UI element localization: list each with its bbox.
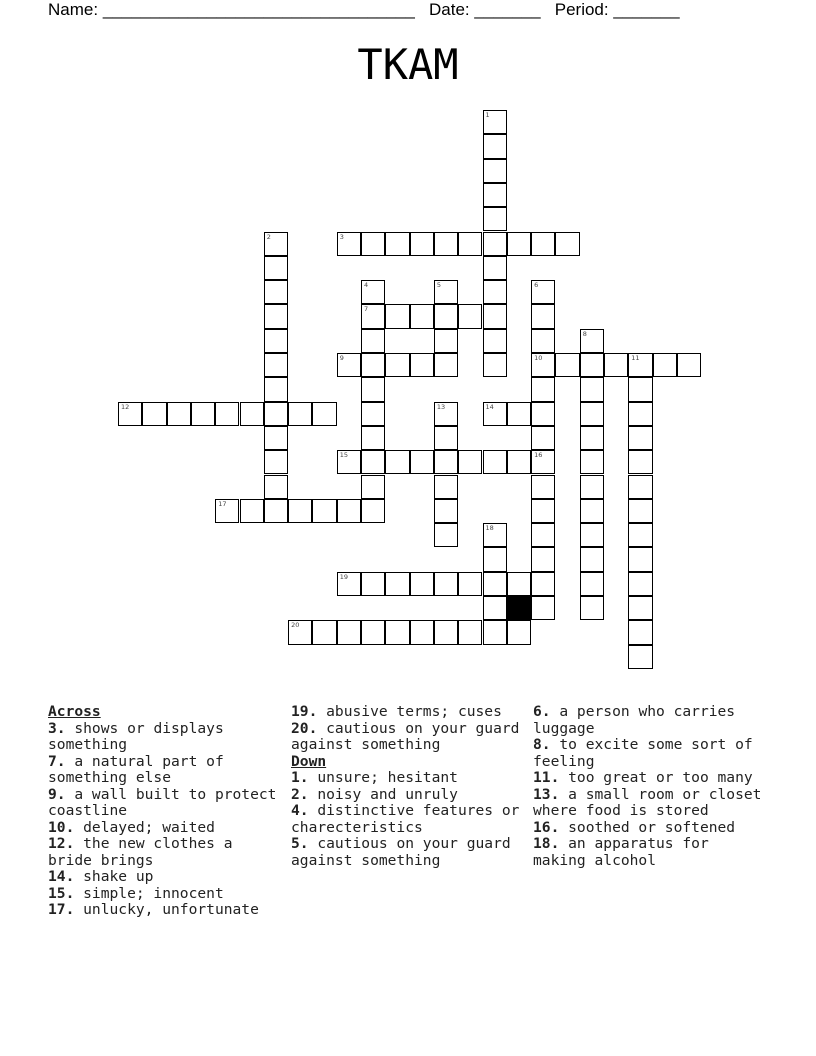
grid-cell[interactable] [580, 596, 604, 620]
grid-cell[interactable] [264, 499, 288, 523]
grid-cell[interactable] [361, 572, 385, 596]
grid-cell[interactable] [483, 450, 507, 474]
grid-cell[interactable] [531, 304, 555, 328]
grid-cell[interactable] [531, 499, 555, 523]
clue-number: 8 [582, 329, 587, 338]
grid-cell[interactable] [580, 475, 604, 499]
grid-cell[interactable] [337, 620, 361, 644]
date-label: Date: [429, 0, 470, 19]
grid-cell[interactable] [507, 232, 531, 256]
clue-number: 12 [121, 402, 130, 411]
grid-cell[interactable] [361, 353, 385, 377]
grid-cell[interactable] [580, 547, 604, 571]
clue-item-number: 13. [533, 785, 560, 803]
black-cell [507, 596, 531, 620]
grid-cell[interactable] [215, 402, 239, 426]
grid-cell[interactable] [483, 596, 507, 620]
clue-number: 18 [485, 524, 494, 533]
grid-cell[interactable] [312, 620, 336, 644]
grid-cell[interactable] [264, 426, 288, 450]
clue-item-text: a small room or closet where food is stored [533, 785, 762, 819]
clue-item [48, 869, 280, 886]
clue-number: 6 [534, 281, 539, 290]
grid-cell[interactable] [312, 402, 336, 426]
grid-cell[interactable] [410, 450, 434, 474]
grid-cell[interactable] [264, 402, 288, 426]
clue-item-number: 8. [533, 736, 551, 753]
grid-cell[interactable] [483, 183, 507, 207]
grid-cell[interactable] [531, 353, 555, 377]
grid-cell[interactable] [531, 523, 555, 547]
grid-cell[interactable] [483, 547, 507, 571]
grid-cell[interactable] [507, 620, 531, 644]
grid-cell[interactable] [191, 402, 215, 426]
date-line[interactable]: _______ [474, 0, 541, 19]
grid-cell[interactable] [385, 232, 409, 256]
grid-cell[interactable] [434, 304, 458, 328]
grid-cell[interactable] [288, 402, 312, 426]
grid-cell[interactable] [361, 377, 385, 401]
clue-item-text: cautious on your guard against something [291, 835, 511, 869]
grid-cell[interactable] [531, 377, 555, 401]
grid-cell[interactable] [531, 547, 555, 571]
grid-cell[interactable] [410, 232, 434, 256]
grid-cell[interactable] [458, 572, 482, 596]
clue-number: 7 [364, 305, 369, 314]
clue-number: 1 [485, 111, 490, 119]
grid-cell[interactable] [361, 620, 385, 644]
clue-item-number: 20. [291, 719, 318, 737]
clue-item-number: 6. [533, 703, 551, 720]
grid-cell[interactable] [240, 402, 264, 426]
grid-cell[interactable] [312, 499, 336, 523]
clue-number: 11 [631, 354, 640, 362]
clue-item [48, 754, 280, 787]
clue-number: 4 [364, 281, 369, 290]
grid-cell[interactable] [434, 232, 458, 256]
grid-cell[interactable] [337, 232, 361, 256]
clue-item-number: 4. [291, 802, 309, 819]
clue-item-text: simple; innocent [74, 884, 224, 902]
grid-cell[interactable] [653, 353, 677, 377]
clue-item-text: to excite some sort of feeling [533, 736, 753, 770]
clue-item-number: 3. [48, 719, 66, 737]
grid-cell[interactable] [410, 353, 434, 377]
grid-cell[interactable] [628, 596, 652, 620]
name-line[interactable]: _________________________________ [102, 0, 415, 19]
down-clue-list-continued [533, 704, 765, 869]
clue-item [48, 886, 280, 903]
grid-cell[interactable] [361, 232, 385, 256]
clue-item-text: cautious on your guard against something [291, 719, 520, 753]
grid-cell[interactable] [142, 402, 166, 426]
grid-cell[interactable] [580, 377, 604, 401]
grid-cell[interactable] [531, 402, 555, 426]
grid-cell[interactable] [628, 402, 652, 426]
grid-cell[interactable] [483, 110, 507, 134]
clue-item-text: distinctive features or charecteristics [291, 802, 520, 836]
grid-cell[interactable] [434, 450, 458, 474]
grid-cell[interactable] [628, 353, 652, 377]
grid-cell[interactable] [434, 426, 458, 450]
clue-column-1 [48, 704, 280, 919]
page-title: TKAM [357, 40, 459, 89]
grid-cell[interactable] [531, 329, 555, 353]
grid-cell[interactable] [434, 499, 458, 523]
period-label: Period: [554, 0, 609, 19]
clue-item-number: 14. [48, 868, 75, 885]
grid-cell[interactable] [555, 232, 579, 256]
grid-cell[interactable] [483, 353, 507, 377]
grid-cell[interactable] [458, 232, 482, 256]
grid-cell[interactable] [628, 620, 652, 644]
clue-item-text: abusive terms; cuses [317, 703, 502, 720]
clue-number: 9 [339, 354, 344, 362]
grid-cell[interactable] [410, 620, 434, 644]
grid-cell[interactable] [628, 475, 652, 499]
clue-item-text: unsure; hesitant [308, 769, 458, 786]
grid-cell[interactable] [483, 256, 507, 280]
down-heading: Down [291, 752, 327, 770]
grid-cell[interactable] [483, 232, 507, 256]
grid-cell[interactable] [410, 304, 434, 328]
grid-cell[interactable] [264, 450, 288, 474]
grid-cell[interactable] [288, 499, 312, 523]
clue-column-2 [291, 704, 523, 869]
grid-cell[interactable] [361, 499, 385, 523]
grid-cell[interactable] [264, 353, 288, 377]
grid-cell[interactable] [628, 547, 652, 571]
grid-cell[interactable] [240, 499, 264, 523]
clue-number: 2 [266, 232, 271, 241]
clue-item-text: shake up [74, 868, 154, 885]
grid-cell[interactable] [483, 329, 507, 353]
grid-cell[interactable] [531, 572, 555, 596]
grid-cell[interactable] [458, 304, 482, 328]
grid-cell[interactable] [264, 232, 288, 256]
grid-cell[interactable] [580, 499, 604, 523]
grid-cell[interactable] [434, 353, 458, 377]
grid-cell[interactable] [361, 280, 385, 304]
grid-cell[interactable] [483, 280, 507, 304]
clue-number: 14 [485, 402, 494, 411]
across-clue-list [48, 721, 280, 919]
grid-cell[interactable] [410, 572, 434, 596]
grid-cell[interactable] [483, 159, 507, 183]
grid-cell[interactable] [531, 426, 555, 450]
clue-number: 16 [534, 451, 543, 460]
clue-item-number: 11. [533, 769, 560, 786]
grid-cell[interactable] [458, 620, 482, 644]
grid-cell[interactable] [483, 304, 507, 328]
grid-cell[interactable] [434, 280, 458, 304]
grid-cell[interactable] [555, 353, 579, 377]
clue-item-text: a natural part of something else [48, 752, 224, 786]
clue-item-number: 15. [48, 884, 75, 902]
clue-item-text: soothed or softened [559, 818, 736, 836]
clue-item-number: 17. [48, 901, 75, 918]
grid-cell[interactable] [507, 402, 531, 426]
clue-item [533, 737, 765, 770]
clue-number: 17 [218, 499, 227, 508]
clue-item-number: 7. [48, 752, 66, 770]
grid-cell[interactable] [531, 450, 555, 474]
grid-cell[interactable] [385, 450, 409, 474]
grid-cell[interactable] [483, 620, 507, 644]
clue-item [533, 704, 765, 737]
clue-item [48, 820, 280, 837]
grid-cell[interactable] [604, 353, 628, 377]
grid-cell[interactable] [385, 353, 409, 377]
grid-cell[interactable] [580, 353, 604, 377]
grid-cell[interactable] [580, 572, 604, 596]
grid-cell[interactable] [361, 402, 385, 426]
clue-item-text: shows or displays something [48, 719, 224, 753]
grid-cell[interactable] [434, 572, 458, 596]
grid-cell[interactable] [580, 450, 604, 474]
grid-cell[interactable] [580, 402, 604, 426]
grid-cell[interactable] [337, 572, 361, 596]
clue-item-text: unlucky, unfortunate [74, 901, 259, 918]
clue-item [533, 770, 765, 787]
clue-item-text: a person who carries luggage [533, 703, 736, 737]
grid-cell[interactable] [628, 426, 652, 450]
clue-number: 13 [436, 402, 446, 411]
grid-cell[interactable] [531, 596, 555, 620]
clue-item-number: 16. [533, 818, 560, 836]
clue-item-number: 9. [48, 785, 66, 803]
grid-cell[interactable] [385, 620, 409, 644]
grid-cell[interactable] [507, 572, 531, 596]
down-clue-list [291, 770, 523, 869]
clue-item [533, 836, 765, 869]
grid-cell[interactable] [264, 280, 288, 304]
grid-cell[interactable] [483, 572, 507, 596]
grid-cell[interactable] [531, 280, 555, 304]
clue-number: 10 [534, 354, 543, 362]
period-line[interactable]: _______ [613, 0, 680, 19]
grid-cell[interactable] [215, 499, 239, 523]
clue-item-text: a wall built to protect coastline [48, 785, 277, 819]
grid-cell[interactable] [580, 523, 604, 547]
grid-cell[interactable] [434, 475, 458, 499]
grid-cell[interactable] [628, 499, 652, 523]
clue-item [48, 787, 280, 820]
grid-cell[interactable] [458, 450, 482, 474]
across-heading: Across [48, 703, 101, 720]
grid-cell[interactable] [385, 304, 409, 328]
grid-cell[interactable] [628, 572, 652, 596]
grid-cell[interactable] [483, 207, 507, 231]
grid-cell[interactable] [264, 256, 288, 280]
clue-number: 5 [436, 281, 442, 290]
clue-item-number: 19. [291, 703, 318, 720]
clue-item [291, 836, 523, 869]
grid-cell[interactable] [337, 450, 361, 474]
clue-item-number: 5. [291, 835, 309, 852]
clue-number: 19 [339, 572, 348, 581]
clue-item [533, 787, 765, 820]
clue-item-number: 12. [48, 835, 75, 852]
grid-cell[interactable] [337, 499, 361, 523]
clue-item-text: too great or too many [559, 769, 753, 786]
across-clue-list-continued [291, 704, 523, 754]
grid-cell[interactable] [628, 377, 652, 401]
clue-item [291, 721, 523, 754]
clue-item [48, 836, 280, 869]
grid-cell[interactable] [507, 450, 531, 474]
grid-cell[interactable] [580, 329, 604, 353]
clue-item [291, 770, 523, 787]
clue-item [48, 721, 280, 754]
clue-item [291, 704, 523, 721]
worksheet-header [48, 0, 680, 20]
grid-cell[interactable] [628, 645, 652, 669]
name-label: Name: [48, 0, 99, 19]
clue-number: 3 [339, 232, 344, 241]
grid-cell[interactable] [483, 134, 507, 158]
grid-cell[interactable] [361, 304, 385, 328]
grid-cell[interactable] [361, 475, 385, 499]
grid-cell[interactable] [118, 402, 142, 426]
grid-cell[interactable] [337, 353, 361, 377]
grid-cell[interactable] [264, 329, 288, 353]
clue-item-number: 1. [291, 769, 309, 786]
grid-cell[interactable] [264, 377, 288, 401]
grid-cell[interactable] [628, 450, 652, 474]
clue-item-text: noisy and unruly [308, 785, 458, 803]
clue-item [48, 902, 280, 919]
clue-number: 15 [339, 451, 348, 460]
grid-cell[interactable] [483, 523, 507, 547]
grid-cell[interactable] [264, 475, 288, 499]
grid-cell[interactable] [434, 329, 458, 353]
grid-cell[interactable] [434, 402, 458, 426]
grid-cell[interactable] [264, 304, 288, 328]
grid-cell[interactable] [531, 232, 555, 256]
grid-cell[interactable] [361, 450, 385, 474]
clue-item [291, 803, 523, 836]
grid-cell[interactable] [531, 475, 555, 499]
grid-cell[interactable] [677, 353, 701, 377]
clue-item [291, 787, 523, 804]
clue-item-number: 18. [533, 835, 560, 852]
grid-cell[interactable] [385, 572, 409, 596]
grid-cell[interactable] [288, 620, 312, 644]
grid-cell[interactable] [167, 402, 191, 426]
clue-item-text: an apparatus for making alcohol [533, 835, 709, 869]
grid-cell[interactable] [580, 426, 604, 450]
grid-cell[interactable] [434, 523, 458, 547]
grid-cell[interactable] [628, 523, 652, 547]
clue-item [533, 820, 765, 837]
clue-item-number: 2. [291, 785, 309, 803]
clue-number: 20 [291, 621, 300, 630]
clue-item-text: the new clothes a bride brings [48, 835, 233, 869]
grid-cell[interactable] [361, 329, 385, 353]
grid-cell[interactable] [434, 620, 458, 644]
clue-item-text: delayed; waited [74, 818, 215, 836]
grid-cell[interactable] [483, 402, 507, 426]
clue-item-number: 10. [48, 818, 75, 836]
grid-cell[interactable] [361, 426, 385, 450]
clue-column-3 [533, 704, 765, 869]
